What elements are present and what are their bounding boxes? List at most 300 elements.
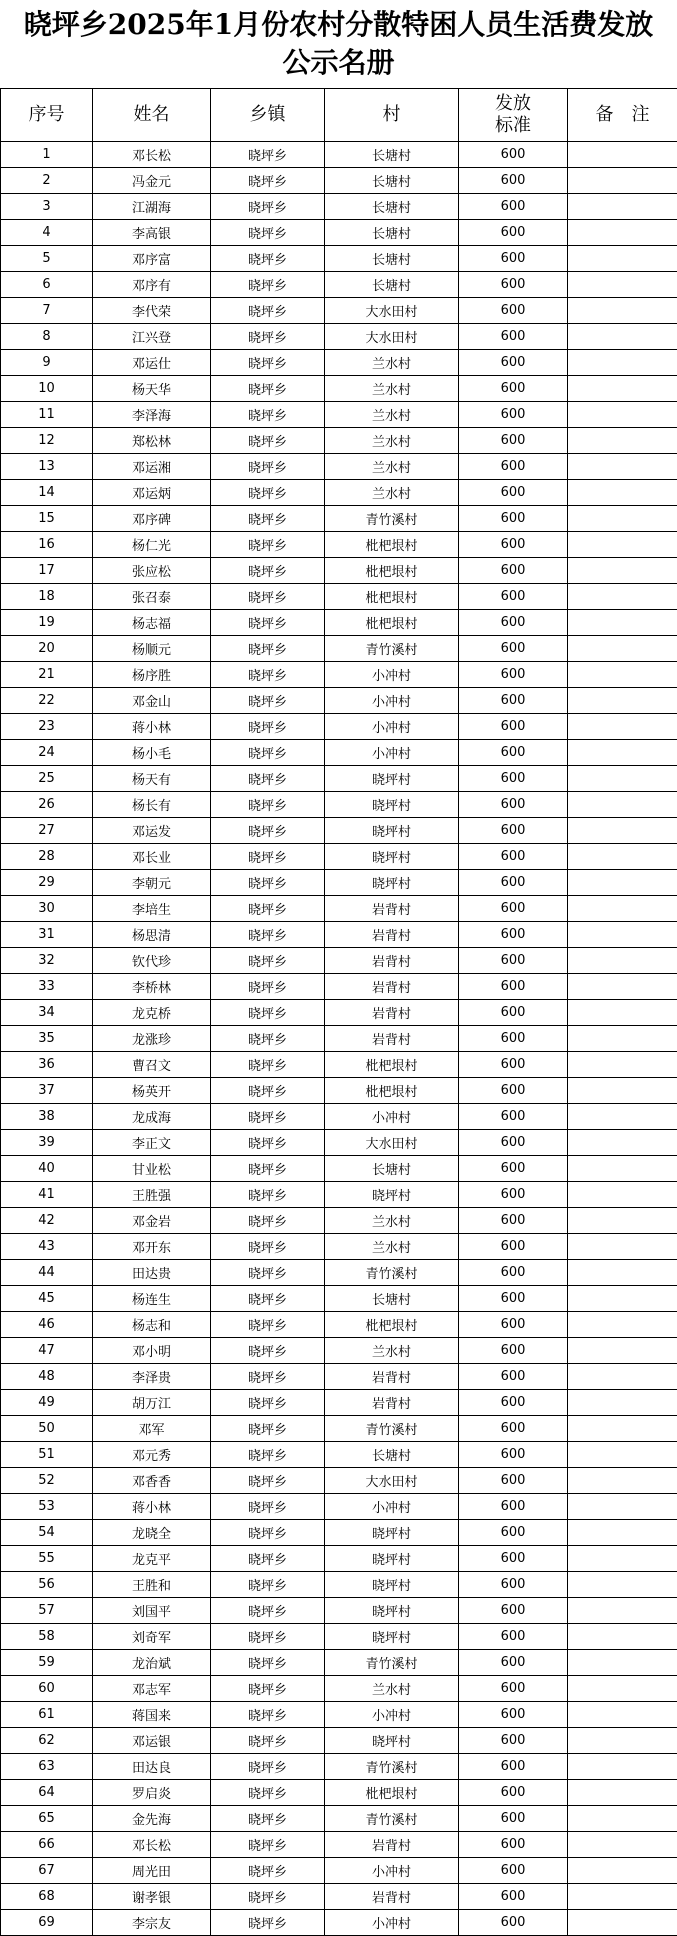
- cell-standard: 600: [459, 1000, 568, 1026]
- cell-seq: 13: [1, 454, 93, 480]
- table-row: [1, 870, 677, 896]
- cell-remark: [568, 870, 677, 896]
- table-row: [1, 1728, 677, 1754]
- cell-standard: 600: [459, 896, 568, 922]
- cell-name: 杨天有: [93, 766, 211, 792]
- cell-township: 晓坪乡: [211, 558, 325, 584]
- cell-seq: 41: [1, 1182, 93, 1208]
- cell-township: 晓坪乡: [211, 506, 325, 532]
- table-row: [1, 844, 677, 870]
- cell-seq: 22: [1, 688, 93, 714]
- cell-township: 晓坪乡: [211, 636, 325, 662]
- cell-seq: 4: [1, 220, 93, 246]
- table-row: [1, 1520, 677, 1546]
- cell-seq: 3: [1, 194, 93, 220]
- table-row: [1, 1858, 677, 1884]
- cell-seq: 19: [1, 610, 93, 636]
- cell-village: 岩背村: [325, 922, 459, 948]
- cell-name: 江兴登: [93, 324, 211, 350]
- cell-remark: [568, 740, 677, 766]
- cell-village: 兰水村: [325, 402, 459, 428]
- cell-township: 晓坪乡: [211, 246, 325, 272]
- cell-name: 张应松: [93, 558, 211, 584]
- cell-seq: 38: [1, 1104, 93, 1130]
- cell-name: 邓运炳: [93, 480, 211, 506]
- cell-standard: 600: [459, 1676, 568, 1702]
- cell-standard: 600: [459, 584, 568, 610]
- cell-seq: 17: [1, 558, 93, 584]
- cell-village: 青竹溪村: [325, 1806, 459, 1832]
- cell-seq: 27: [1, 818, 93, 844]
- cell-seq: 28: [1, 844, 93, 870]
- cell-remark: [568, 818, 677, 844]
- table-row: [1, 1208, 677, 1234]
- cell-township: 晓坪乡: [211, 272, 325, 298]
- cell-village: 枇杷垠村: [325, 532, 459, 558]
- cell-seq: 46: [1, 1312, 93, 1338]
- cell-name: 钦代珍: [93, 948, 211, 974]
- cell-name: 邓香香: [93, 1468, 211, 1494]
- cell-standard: 600: [459, 1910, 568, 1936]
- cell-seq: 49: [1, 1390, 93, 1416]
- cell-standard: 600: [459, 1546, 568, 1572]
- cell-name: 龙涨珍: [93, 1026, 211, 1052]
- cell-name: 龙晓全: [93, 1520, 211, 1546]
- cell-village: 枇杷垠村: [325, 1078, 459, 1104]
- cell-township: 晓坪乡: [211, 1312, 325, 1338]
- cell-township: 晓坪乡: [211, 1858, 325, 1884]
- cell-township: 晓坪乡: [211, 1598, 325, 1624]
- cell-remark: [568, 168, 677, 194]
- table-row: [1, 584, 677, 610]
- cell-seq: 54: [1, 1520, 93, 1546]
- cell-seq: 14: [1, 480, 93, 506]
- cell-remark: [568, 974, 677, 1000]
- cell-standard: 600: [459, 1364, 568, 1390]
- cell-remark: [568, 480, 677, 506]
- cell-township: 晓坪乡: [211, 324, 325, 350]
- cell-standard: 600: [459, 1104, 568, 1130]
- cell-village: 晓坪村: [325, 792, 459, 818]
- cell-village: 兰水村: [325, 480, 459, 506]
- cell-remark: [568, 1364, 677, 1390]
- cell-village: 小冲村: [325, 714, 459, 740]
- table-row: [1, 376, 677, 402]
- cell-seq: 57: [1, 1598, 93, 1624]
- cell-township: 晓坪乡: [211, 870, 325, 896]
- cell-remark: [568, 272, 677, 298]
- cell-standard: 600: [459, 506, 568, 532]
- cell-township: 晓坪乡: [211, 896, 325, 922]
- cell-seq: 18: [1, 584, 93, 610]
- cell-remark: [568, 1234, 677, 1260]
- cell-village: 长塘村: [325, 272, 459, 298]
- cell-name: 杨顺元: [93, 636, 211, 662]
- cell-seq: 26: [1, 792, 93, 818]
- cell-name: 邓序有: [93, 272, 211, 298]
- cell-village: 岩背村: [325, 1364, 459, 1390]
- cell-seq: 59: [1, 1650, 93, 1676]
- cell-remark: [568, 1832, 677, 1858]
- cell-name: 邓运发: [93, 818, 211, 844]
- cell-remark: [568, 714, 677, 740]
- document-title-line1: 晓坪乡2025年1月份农村分散特困人员生活费发放: [0, 6, 677, 44]
- table-row: [1, 714, 677, 740]
- cell-standard: 600: [459, 1884, 568, 1910]
- cell-standard: 600: [459, 1520, 568, 1546]
- table-row: [1, 246, 677, 272]
- roster-table-body: [1, 142, 677, 1936]
- cell-remark: [568, 558, 677, 584]
- table-row: [1, 1364, 677, 1390]
- cell-remark: [568, 1624, 677, 1650]
- cell-seq: 64: [1, 1780, 93, 1806]
- cell-village: 兰水村: [325, 454, 459, 480]
- cell-village: 岩背村: [325, 1000, 459, 1026]
- cell-township: 晓坪乡: [211, 1416, 325, 1442]
- table-row: [1, 1416, 677, 1442]
- cell-township: 晓坪乡: [211, 688, 325, 714]
- table-row: [1, 1078, 677, 1104]
- cell-seq: 40: [1, 1156, 93, 1182]
- table-row: [1, 740, 677, 766]
- cell-township: 晓坪乡: [211, 766, 325, 792]
- cell-township: 晓坪乡: [211, 1182, 325, 1208]
- cell-village: 岩背村: [325, 896, 459, 922]
- cell-village: 长塘村: [325, 220, 459, 246]
- cell-standard: 600: [459, 324, 568, 350]
- cell-seq: 2: [1, 168, 93, 194]
- cell-seq: 61: [1, 1702, 93, 1728]
- cell-seq: 31: [1, 922, 93, 948]
- cell-standard: 600: [459, 1754, 568, 1780]
- table-row: [1, 532, 677, 558]
- cell-remark: [568, 1052, 677, 1078]
- table-row: [1, 1156, 677, 1182]
- table-row: [1, 818, 677, 844]
- table-row: [1, 974, 677, 1000]
- cell-village: 大水田村: [325, 324, 459, 350]
- table-row: [1, 402, 677, 428]
- cell-village: 晓坪村: [325, 870, 459, 896]
- cell-village: 枇杷垠村: [325, 1052, 459, 1078]
- cell-remark: [568, 1468, 677, 1494]
- cell-name: 李代荣: [93, 298, 211, 324]
- cell-name: 李桥林: [93, 974, 211, 1000]
- cell-standard: 600: [459, 1702, 568, 1728]
- cell-seq: 9: [1, 350, 93, 376]
- cell-village: 兰水村: [325, 376, 459, 402]
- cell-township: 晓坪乡: [211, 194, 325, 220]
- cell-township: 晓坪乡: [211, 298, 325, 324]
- column-header-village: 村: [325, 89, 459, 142]
- table-row: [1, 1442, 677, 1468]
- cell-name: 邓运银: [93, 1728, 211, 1754]
- cell-seq: 11: [1, 402, 93, 428]
- cell-remark: [568, 1546, 677, 1572]
- cell-remark: [568, 636, 677, 662]
- cell-standard: 600: [459, 350, 568, 376]
- cell-standard: 600: [459, 246, 568, 272]
- cell-township: 晓坪乡: [211, 1130, 325, 1156]
- cell-name: 邓运湘: [93, 454, 211, 480]
- cell-name: 王胜和: [93, 1572, 211, 1598]
- cell-standard: 600: [459, 1156, 568, 1182]
- cell-remark: [568, 1728, 677, 1754]
- cell-name: 蒋小林: [93, 1494, 211, 1520]
- cell-village: 小冲村: [325, 688, 459, 714]
- table-row: [1, 1650, 677, 1676]
- cell-standard: 600: [459, 662, 568, 688]
- cell-township: 晓坪乡: [211, 376, 325, 402]
- cell-remark: [568, 1702, 677, 1728]
- cell-remark: [568, 1780, 677, 1806]
- cell-seq: 55: [1, 1546, 93, 1572]
- cell-remark: [568, 1182, 677, 1208]
- cell-township: 晓坪乡: [211, 1468, 325, 1494]
- cell-township: 晓坪乡: [211, 1546, 325, 1572]
- cell-standard: 600: [459, 1806, 568, 1832]
- table-row: [1, 1598, 677, 1624]
- cell-name: 邓序碑: [93, 506, 211, 532]
- cell-remark: [568, 194, 677, 220]
- cell-remark: [568, 1806, 677, 1832]
- table-row: [1, 1390, 677, 1416]
- cell-village: 长塘村: [325, 142, 459, 168]
- cell-village: 青竹溪村: [325, 1754, 459, 1780]
- table-row: [1, 1832, 677, 1858]
- table-row: [1, 558, 677, 584]
- cell-standard: 600: [459, 1286, 568, 1312]
- table-row: [1, 688, 677, 714]
- cell-name: 龙成海: [93, 1104, 211, 1130]
- cell-township: 晓坪乡: [211, 1104, 325, 1130]
- cell-seq: 51: [1, 1442, 93, 1468]
- cell-name: 邓长松: [93, 142, 211, 168]
- table-row: [1, 922, 677, 948]
- cell-standard: 600: [459, 766, 568, 792]
- cell-seq: 36: [1, 1052, 93, 1078]
- cell-name: 邓金岩: [93, 1208, 211, 1234]
- cell-village: 枇杷垠村: [325, 1312, 459, 1338]
- cell-township: 晓坪乡: [211, 532, 325, 558]
- table-row: [1, 1286, 677, 1312]
- table-row: [1, 324, 677, 350]
- cell-remark: [568, 584, 677, 610]
- table-row: [1, 1884, 677, 1910]
- cell-township: 晓坪乡: [211, 1494, 325, 1520]
- cell-name: 杨小毛: [93, 740, 211, 766]
- cell-standard: 600: [459, 194, 568, 220]
- cell-standard: 600: [459, 1468, 568, 1494]
- cell-standard: 600: [459, 1650, 568, 1676]
- cell-name: 杨序胜: [93, 662, 211, 688]
- cell-standard: 600: [459, 480, 568, 506]
- table-row: [1, 480, 677, 506]
- cell-village: 长塘村: [325, 194, 459, 220]
- cell-seq: 20: [1, 636, 93, 662]
- cell-name: 邓开东: [93, 1234, 211, 1260]
- cell-name: 李正文: [93, 1130, 211, 1156]
- cell-standard: 600: [459, 1130, 568, 1156]
- cell-village: 兰水村: [325, 1338, 459, 1364]
- cell-standard: 600: [459, 1052, 568, 1078]
- table-row: [1, 662, 677, 688]
- cell-name: 蒋国来: [93, 1702, 211, 1728]
- table-row: [1, 1806, 677, 1832]
- cell-name: 金先海: [93, 1806, 211, 1832]
- column-header-standard: [459, 89, 568, 142]
- cell-township: 晓坪乡: [211, 1156, 325, 1182]
- cell-township: 晓坪乡: [211, 974, 325, 1000]
- cell-village: 小冲村: [325, 1910, 459, 1936]
- cell-remark: [568, 1442, 677, 1468]
- table-row: [1, 1104, 677, 1130]
- table-row: [1, 792, 677, 818]
- cell-standard: 600: [459, 740, 568, 766]
- cell-village: 枇杷垠村: [325, 584, 459, 610]
- cell-standard: 600: [459, 1390, 568, 1416]
- cell-remark: [568, 1858, 677, 1884]
- cell-village: 大水田村: [325, 1130, 459, 1156]
- cell-remark: [568, 662, 677, 688]
- cell-township: 晓坪乡: [211, 1910, 325, 1936]
- cell-township: 晓坪乡: [211, 168, 325, 194]
- cell-remark: [568, 1026, 677, 1052]
- cell-name: 邓小明: [93, 1338, 211, 1364]
- table-row: [1, 1754, 677, 1780]
- cell-standard: 600: [459, 532, 568, 558]
- cell-seq: 67: [1, 1858, 93, 1884]
- cell-remark: [568, 298, 677, 324]
- cell-township: 晓坪乡: [211, 1702, 325, 1728]
- cell-township: 晓坪乡: [211, 1624, 325, 1650]
- cell-name: 邓序富: [93, 246, 211, 272]
- cell-name: 谢孝银: [93, 1884, 211, 1910]
- cell-seq: 42: [1, 1208, 93, 1234]
- cell-remark: [568, 766, 677, 792]
- cell-township: 晓坪乡: [211, 1026, 325, 1052]
- cell-seq: 6: [1, 272, 93, 298]
- cell-standard: 600: [459, 844, 568, 870]
- cell-remark: [568, 532, 677, 558]
- cell-seq: 33: [1, 974, 93, 1000]
- column-header-standard-line1: 发放: [459, 93, 567, 115]
- cell-remark: [568, 1260, 677, 1286]
- table-row: [1, 1234, 677, 1260]
- cell-seq: 52: [1, 1468, 93, 1494]
- table-row: [1, 1312, 677, 1338]
- roster-table: [0, 88, 677, 1936]
- cell-remark: [568, 220, 677, 246]
- cell-remark: [568, 1286, 677, 1312]
- cell-name: 甘业松: [93, 1156, 211, 1182]
- cell-township: 晓坪乡: [211, 948, 325, 974]
- cell-remark: [568, 246, 677, 272]
- cell-standard: 600: [459, 688, 568, 714]
- cell-standard: 600: [459, 142, 568, 168]
- cell-remark: [568, 506, 677, 532]
- table-row: [1, 350, 677, 376]
- cell-remark: [568, 1104, 677, 1130]
- cell-township: 晓坪乡: [211, 584, 325, 610]
- cell-standard: 600: [459, 818, 568, 844]
- cell-seq: 43: [1, 1234, 93, 1260]
- cell-name: 张召泰: [93, 584, 211, 610]
- cell-standard: 600: [459, 636, 568, 662]
- cell-name: 郑松林: [93, 428, 211, 454]
- cell-township: 晓坪乡: [211, 1208, 325, 1234]
- document-title-line2: 公示名册: [0, 44, 677, 82]
- cell-village: 晓坪村: [325, 1598, 459, 1624]
- cell-township: 晓坪乡: [211, 662, 325, 688]
- cell-seq: 39: [1, 1130, 93, 1156]
- cell-seq: 56: [1, 1572, 93, 1598]
- cell-remark: [568, 1156, 677, 1182]
- cell-seq: 23: [1, 714, 93, 740]
- cell-township: 晓坪乡: [211, 1364, 325, 1390]
- cell-village: 小冲村: [325, 740, 459, 766]
- cell-remark: [568, 688, 677, 714]
- cell-name: 蒋小林: [93, 714, 211, 740]
- cell-name: 李泽贵: [93, 1364, 211, 1390]
- cell-remark: [568, 1572, 677, 1598]
- cell-standard: 600: [459, 1442, 568, 1468]
- cell-township: 晓坪乡: [211, 714, 325, 740]
- cell-remark: [568, 142, 677, 168]
- cell-village: 岩背村: [325, 1390, 459, 1416]
- table-row: [1, 454, 677, 480]
- cell-standard: 600: [459, 1832, 568, 1858]
- cell-seq: 12: [1, 428, 93, 454]
- cell-township: 晓坪乡: [211, 142, 325, 168]
- cell-village: 大水田村: [325, 298, 459, 324]
- table-row: [1, 272, 677, 298]
- table-row: [1, 1910, 677, 1936]
- roster-table-header: [1, 89, 677, 142]
- cell-standard: 600: [459, 870, 568, 896]
- cell-name: 邓金山: [93, 688, 211, 714]
- cell-standard: 600: [459, 168, 568, 194]
- cell-village: 岩背村: [325, 1884, 459, 1910]
- cell-village: 青竹溪村: [325, 636, 459, 662]
- table-row: [1, 896, 677, 922]
- cell-township: 晓坪乡: [211, 610, 325, 636]
- cell-township: 晓坪乡: [211, 350, 325, 376]
- cell-township: 晓坪乡: [211, 1234, 325, 1260]
- cell-township: 晓坪乡: [211, 844, 325, 870]
- cell-seq: 21: [1, 662, 93, 688]
- table-row: [1, 1494, 677, 1520]
- cell-name: 李高银: [93, 220, 211, 246]
- cell-township: 晓坪乡: [211, 792, 325, 818]
- cell-village: 小冲村: [325, 1494, 459, 1520]
- cell-standard: 600: [459, 1858, 568, 1884]
- cell-village: 长塘村: [325, 246, 459, 272]
- cell-township: 晓坪乡: [211, 1000, 325, 1026]
- cell-remark: [568, 324, 677, 350]
- cell-name: 杨连生: [93, 1286, 211, 1312]
- cell-village: 岩背村: [325, 1832, 459, 1858]
- cell-village: 枇杷垠村: [325, 1780, 459, 1806]
- table-row: [1, 1182, 677, 1208]
- cell-remark: [568, 1078, 677, 1104]
- cell-name: 李宗友: [93, 1910, 211, 1936]
- cell-name: 龙治斌: [93, 1650, 211, 1676]
- cell-seq: 10: [1, 376, 93, 402]
- cell-name: 曹召文: [93, 1052, 211, 1078]
- table-row: [1, 506, 677, 532]
